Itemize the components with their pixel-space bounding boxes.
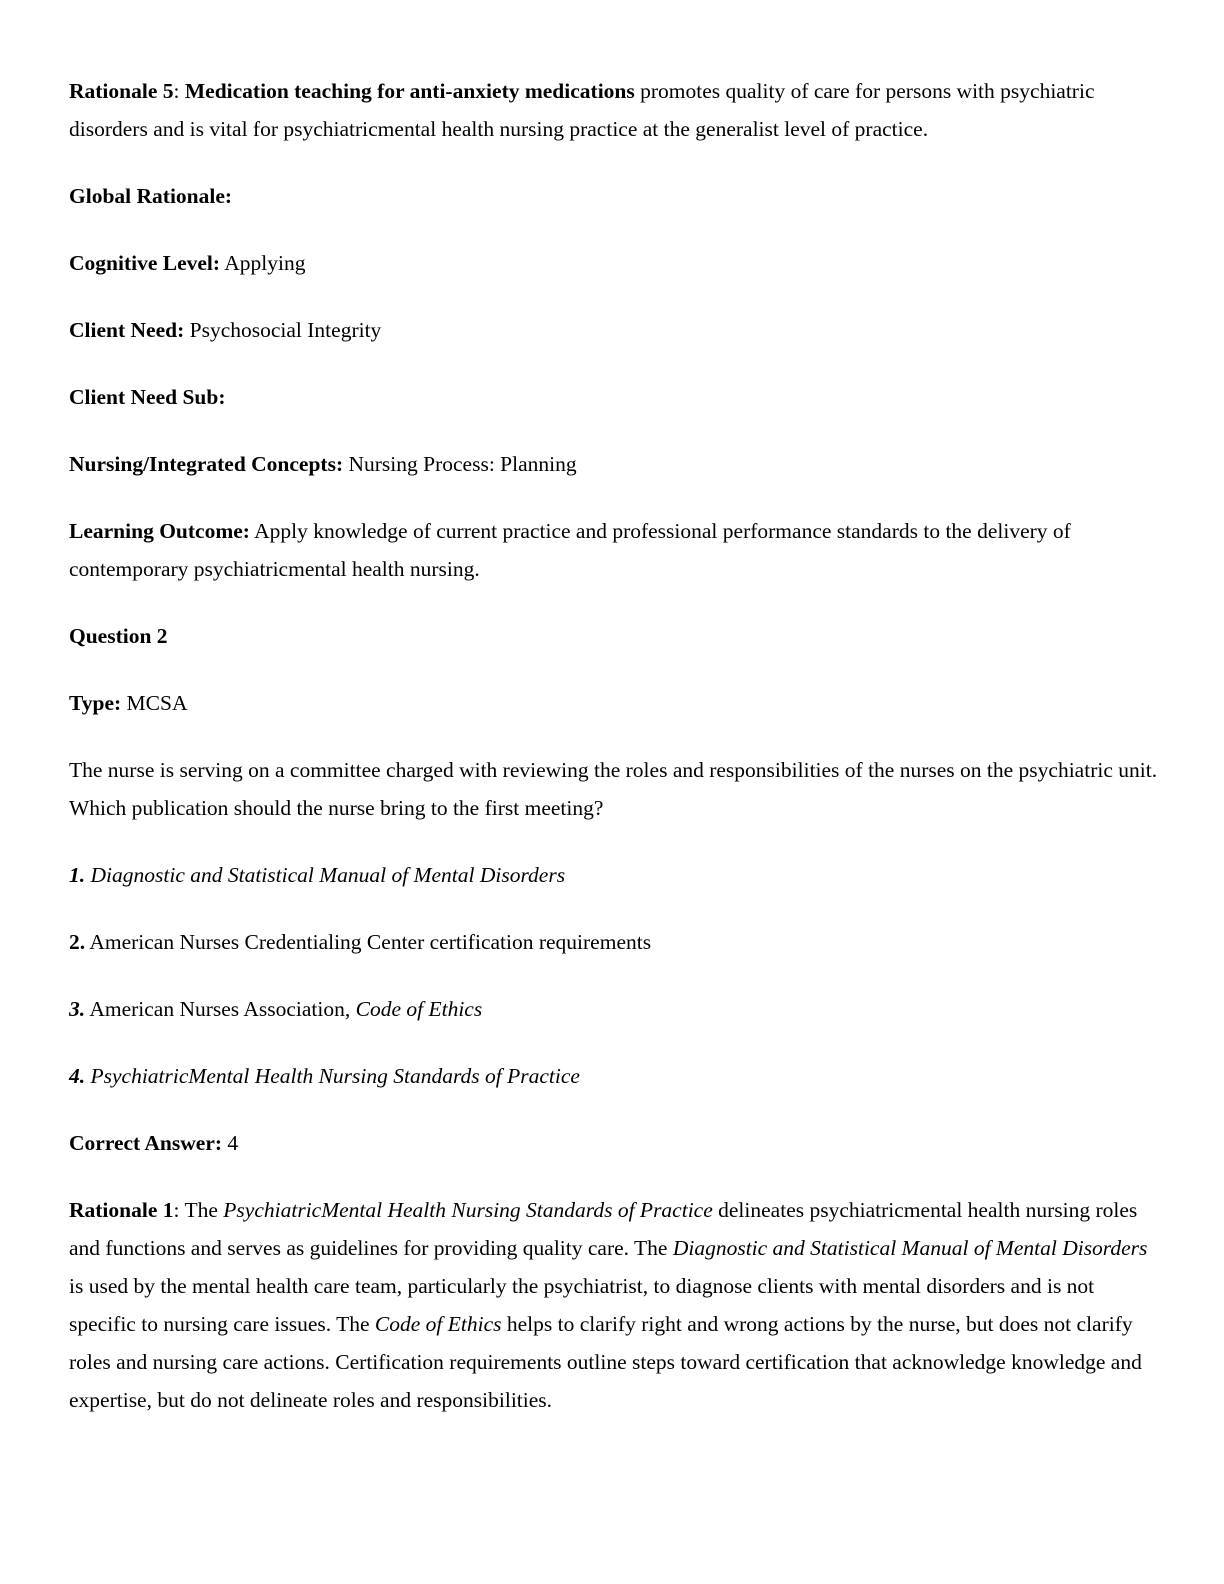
rationale-5-paragraph	[69, 72, 1159, 148]
rationale-1-label: Rationale 1	[69, 1198, 174, 1222]
global-rationale-label: Global Rationale:	[69, 184, 233, 208]
question-type-value: MCSA	[121, 691, 188, 715]
rationale-1-text-4: helps to clarify right and wrong actions by the nurse, but does not clarify roles and nursing care actions. Certification requirements outline steps toward certification that acknowledge knowledge and expertise, but do not delineate roles and responsibilities.	[69, 1312, 1142, 1412]
client-need-label: Client Need:	[69, 318, 185, 342]
option-2-number: 2.	[69, 930, 86, 954]
integrated-concepts-value: Nursing Process: Planning	[343, 452, 577, 476]
rationale-5-colon: :	[173, 79, 185, 103]
learning-outcome-label: Learning Outcome:	[69, 519, 250, 543]
global-rationale-paragraph	[69, 177, 1159, 215]
option-2-text: American Nurses Credentialing Center certification requirements	[85, 930, 652, 954]
integrated-concepts-paragraph	[69, 445, 1159, 483]
rationale-1-text-3: is used by the mental health care team, particularly the psychiatrist, to diagnose clients with mental disorders and is not specific to nursing care issues. The	[69, 1274, 1095, 1336]
rationale-5-label: Rationale 5	[69, 79, 174, 103]
correct-answer-paragraph	[69, 1124, 1159, 1162]
option-2	[69, 923, 1159, 961]
client-need-sub-paragraph	[69, 378, 1159, 416]
rationale-1-text-1: The	[184, 1198, 224, 1222]
integrated-concepts-label: Nursing/Integrated Concepts:	[69, 452, 344, 476]
rationale-1-italic-1: PsychiatricMental Health Nursing Standards of Practice	[223, 1198, 713, 1222]
rationale-5-text: promotes quality of care for persons with psychiatric disorders and is vital for psychiatricmental health nursing practice at the generalist level of practice.	[69, 79, 1095, 141]
option-4	[69, 1057, 1159, 1095]
learning-outcome-value: Apply knowledge of current practice and professional performance standards to the delivery of contemporary psychiatricmental health nursing.	[69, 519, 1071, 581]
cognitive-level-value: Applying	[220, 251, 306, 275]
option-3-number: 3.	[69, 997, 86, 1021]
client-need-value: Psychosocial Integrity	[184, 318, 382, 342]
rationale-1-italic-3: Code of Ethics	[374, 1312, 502, 1336]
cognitive-level-label: Cognitive Level:	[69, 251, 221, 275]
rationale-1-paragraph	[69, 1191, 1159, 1419]
question-heading	[69, 617, 1159, 655]
option-1	[69, 856, 1159, 894]
option-4-text: PsychiatricMental Health Nursing Standards of Practice	[85, 1064, 580, 1088]
correct-answer-label: Correct Answer:	[69, 1131, 223, 1155]
learning-outcome-paragraph	[69, 512, 1159, 588]
correct-answer-value: 4	[222, 1131, 239, 1155]
question-stem-text: The nurse is serving on a committee charged with reviewing the roles and responsibilities of the nurses on the psychiatric unit. Which publication should the nurse bring to the first meeting?	[69, 758, 1158, 820]
question-type-label: Type:	[69, 691, 122, 715]
option-1-number: 1.	[69, 863, 86, 887]
question-heading-text: Question 2	[69, 624, 168, 648]
option-3-text: American Nurses Association,	[85, 997, 356, 1021]
rationale-1-colon: :	[173, 1198, 185, 1222]
rationale-1-italic-2: Diagnostic and Statistical Manual of Mental Disorders	[672, 1236, 1148, 1260]
rationale-5-bold-text: Medication teaching for anti-anxiety medications	[184, 79, 635, 103]
option-4-number: 4.	[69, 1064, 86, 1088]
document-page	[69, 72, 1159, 1448]
question-type-paragraph	[69, 684, 1159, 722]
option-1-text: Diagnostic and Statistical Manual of Mental Disorders	[85, 863, 566, 887]
option-3-italic-text: Code of Ethics	[355, 997, 483, 1021]
rationale-1-text-2: delineates psychiatricmental health nursing roles and functions and serves as guidelines for providing quality care. The	[69, 1198, 1138, 1260]
client-need-paragraph	[69, 311, 1159, 349]
cognitive-level-paragraph	[69, 244, 1159, 282]
question-stem	[69, 751, 1159, 827]
option-3	[69, 990, 1159, 1028]
client-need-sub-label: Client Need Sub:	[69, 385, 226, 409]
